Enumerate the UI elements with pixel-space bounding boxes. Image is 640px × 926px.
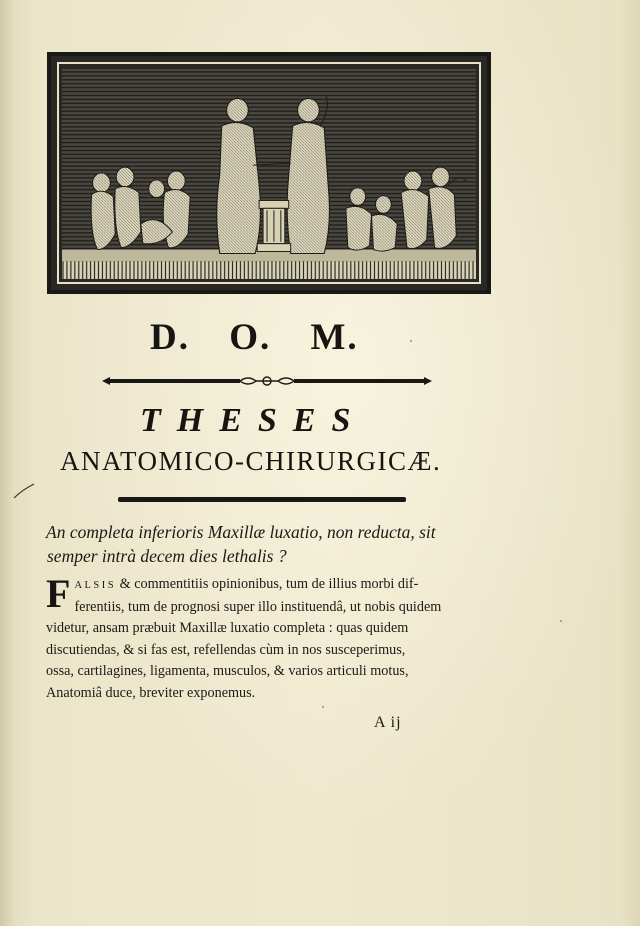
gutter-shadow — [0, 0, 14, 926]
question-line-2: semper intrà decem dies lethalis ? — [47, 546, 287, 566]
paper-speck — [322, 706, 324, 708]
theses-title: THESES — [140, 402, 367, 439]
body-line-6: Anatomiâ duce, breviter exponemus. — [46, 684, 256, 701]
drop-cap: F — [46, 571, 71, 616]
paper-speck — [560, 620, 562, 622]
headpiece-frame — [57, 62, 481, 284]
margin-pen-mark-icon — [12, 482, 36, 500]
thesis-question — [46, 520, 486, 568]
body-line-1-rest: & commentitiis opinionibus, tum de illius morbi dif- — [116, 576, 419, 592]
anatomico-chirurgicae-title: ANATOMICO-CHIRURGICÆ. — [60, 446, 442, 476]
body-line-4: discutiendas, & si fas est, refellendas cùm in nos susceperimus, — [46, 641, 406, 658]
heavy-divider-rule — [118, 497, 406, 502]
body-line-5: ossa, cartilagines, ligamenta, musculos, & varios articuli motus, — [46, 663, 409, 680]
dedication-heading: D. O. M. — [150, 317, 359, 358]
body-line-3: videtur, ansam præbuit Maxillæ luxatio completa : quas quidem — [46, 620, 409, 637]
body-line-2: ferentiis, tum de prognosi super illo instituendâ, ut nobis quidem — [74, 598, 442, 615]
engraved-vignette-icon — [62, 67, 476, 279]
question-line-1: An completa inferioris Maxillæ luxatio, non reducta, sit — [46, 522, 436, 542]
signature-mark: A ij — [374, 714, 402, 731]
engraved-headpiece — [47, 52, 491, 294]
body-paragraph — [46, 571, 474, 705]
paper-speck — [410, 340, 412, 342]
body-line-1 — [46, 574, 474, 597]
ornament-rule-icon — [102, 374, 432, 388]
smallcaps-word: ALSIS — [74, 580, 117, 591]
